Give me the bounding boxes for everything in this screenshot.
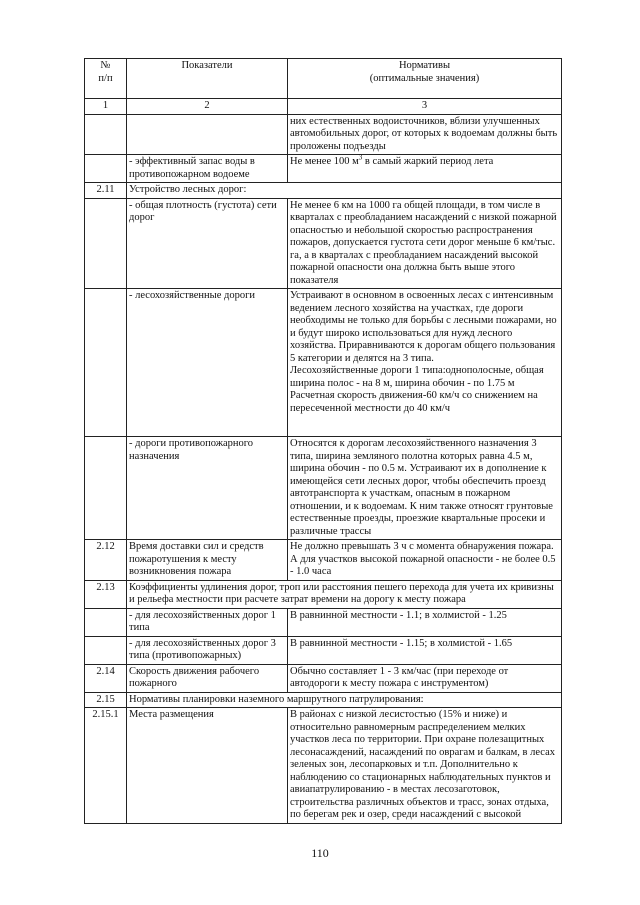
table-row (85, 289, 562, 437)
col-number-3: 3 (288, 99, 562, 115)
norm-text: Не менее 100 м (290, 156, 359, 167)
row-norm: Не должно превышать 3 ч с момента обнаружения пожара. А для участков высокой пожарной опасности - не более 0.5 - 1.0 часа (288, 540, 562, 581)
row-num (85, 636, 127, 664)
table-row (85, 155, 562, 183)
header-indicators: Показатели (127, 59, 288, 99)
row-norm: В равнинной местности - 1.1; в холмистой - 1.25 (288, 608, 562, 636)
norm-paragraph: Лесохозяйственные дороги 1 типа:однополосные, общая ширина полос - на 8 м, ширина обочин - по 1.75 м (290, 365, 544, 389)
page-number: 110 (311, 846, 329, 860)
row-num (85, 155, 127, 183)
norm-paragraph: Устраивают в основном в освоенных лесах с интенсивным ведением лесного хозяйства на участках, где дороги необходимы не только для борьбы с лесными пожарами, но и будут широко использоваться для нужд лесного хозяйства. Приравниваются к дорогам общего пользования 5 категории и делятся на 3 типа. (290, 290, 557, 364)
table-row (85, 708, 562, 824)
row-num: 2.12 (85, 540, 127, 581)
row-indicator: - эффективный запас воды в противопожарном водоеме (127, 155, 288, 183)
row-indicator: Места размещения (127, 708, 288, 824)
norm-paragraph: Расчетная скорость движения-60 км/ч со снижением на пересеченной местности до 40 км/ч (290, 390, 538, 414)
table-row (85, 580, 562, 608)
col-number-2: 2 (127, 99, 288, 115)
row-norm: В равнинной местности - 1.15; в холмистой - 1.65 (288, 636, 562, 664)
row-indicator: - дороги противопожарного назначения (127, 437, 288, 540)
row-indicator: Скорость движения рабочего пожарного (127, 664, 288, 692)
row-num: 2.11 (85, 183, 127, 199)
table-row (85, 608, 562, 636)
col-number-1: 1 (85, 99, 127, 115)
table-row (85, 664, 562, 692)
row-indicator: - для лесохозяйственных дорог 1 типа (127, 608, 288, 636)
table-row (85, 540, 562, 581)
row-num: 2.14 (85, 664, 127, 692)
row-norm (288, 155, 562, 183)
row-norm: Не менее 6 км на 1000 га общей площади, в том числе в кварталах с преобладанием насаждений с низкой пожарной опасностью и небольшой скоростью распространения пожаров, допускается густота сети дорог меньше 6 км/тыс. га, а в кварталах с преобладанием насаждений высокой пожарной опасности она должна быть выше этого показателя (288, 198, 562, 289)
row-indicator: - для лесохозяйственных дорог 3 типа (противопожарных) (127, 636, 288, 664)
row-section-title: Коэффициенты удлинения дорог, троп или расстояния пешего перехода для учета их кривизны и рельефа местности при расчете затрат времени на дорогу к месту пожара (127, 580, 562, 608)
row-num: 2.15.1 (85, 708, 127, 824)
row-num (85, 114, 127, 155)
table-row (85, 437, 562, 540)
row-num (85, 198, 127, 289)
header-num: № п/п (85, 59, 127, 99)
row-indicator: - общая плотность (густота) сети дорог (127, 198, 288, 289)
table-row (85, 636, 562, 664)
row-norm: Относятся к дорогам лесохозяйственного назначения 3 типа, ширина земляного полотна которых равна 4.5 м, ширина обочин - по 0.5 м. Устраивают их в дополнение к имеющейся сети лесных дорог, чтобы обеспечить проезд автотранспорта к участкам, опасным в пожарном отношении, и к водоемам. К ним также относят грунтовые естественные проезды, проезжие квартальные просеки и различные трассы (288, 437, 562, 540)
table-row (85, 692, 562, 708)
row-indicator (127, 114, 288, 155)
column-numbers-row (85, 99, 562, 115)
row-section-title: Устройство лесных дорог: (127, 183, 562, 199)
table-row (85, 114, 562, 155)
header-row (85, 59, 562, 99)
header-norms: Нормативы (оптимальные значения) (288, 59, 562, 99)
row-num: 2.13 (85, 580, 127, 608)
row-num (85, 608, 127, 636)
row-indicator: - лесохозяйственные дороги (127, 289, 288, 437)
row-num (85, 289, 127, 437)
row-num: 2.15 (85, 692, 127, 708)
row-num (85, 437, 127, 540)
row-section-title: Нормативы планировки наземного маршрутного патрулирования: (127, 692, 562, 708)
row-norm: них естественных водоисточников, вблизи улучшенных автомобильных дорог, от которых к водоемам должны быть проложены подъезды (288, 114, 562, 155)
row-norm: Обычно составляет 1 - 3 км/час (при переходе от автодороги к месту пожара с инструментом) (288, 664, 562, 692)
table-row (85, 198, 562, 289)
superscript: 3 (358, 153, 363, 162)
row-indicator: Время доставки сил и средств пожаротушения к месту возникновения пожара (127, 540, 288, 581)
table-row (85, 183, 562, 199)
norm-text: в самый жаркий период лета (362, 156, 494, 167)
norms-table (84, 58, 562, 824)
row-norm (288, 289, 562, 437)
row-norm: В районах с низкой лесистостью (15% и ниже) и относительно равномерным распределением мелких участков леса по территории. При охране полезащитных лесонасаждений, насаждений по оврагам и балкам, в лесах зеленых зон, лесопарковых и т.п. Дополнительно к наблюдению со стационарных наблюдательных пунктов и авиапатрулированию - в местах лесозаготовок, строительства различных объектов и трасс, зонах отдыха, по берегам рек и озер, среди насаждений с высокой (288, 708, 562, 824)
